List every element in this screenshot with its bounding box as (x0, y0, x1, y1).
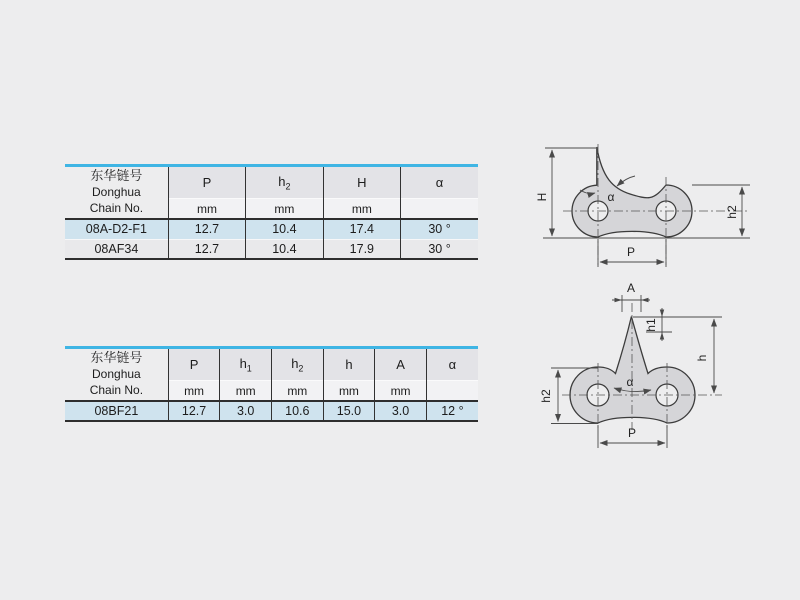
column-unit (426, 381, 478, 402)
column-unit: mm (220, 381, 272, 402)
column-header-subscript: 1 (246, 363, 252, 374)
column-header (401, 166, 478, 199)
column-unit: mm (375, 381, 427, 402)
chain-no-header-line: Chain No. (89, 200, 144, 215)
chain-no-header-line: 东华链号 (90, 168, 143, 184)
chain-no-header (65, 166, 168, 220)
chain-no-header-line: 东华链号 (90, 350, 143, 366)
column-header (375, 348, 427, 381)
chain-no-cell: 08A-D2-F1 (85, 222, 147, 237)
chain-plate-diagram-top (500, 100, 760, 290)
chain-plate-diagram-bottom (500, 278, 760, 468)
chain-no-header-line: Donghua (92, 185, 141, 200)
column-header-label: α (448, 357, 457, 372)
dimension-label-P: P (626, 245, 636, 259)
plate-outline (570, 317, 695, 424)
dimension-P (598, 425, 667, 448)
column-header-label: P (202, 175, 212, 190)
column-unit: mm (323, 199, 400, 220)
column-header-label: α (435, 175, 444, 190)
dimension-label-h: h (695, 354, 709, 362)
value-cell: 10.4 (246, 219, 323, 239)
value-cell: 12.7 (168, 401, 220, 421)
column-header (426, 348, 478, 381)
dimension-label-h2: h2 (539, 389, 553, 403)
value-cell: 30 ° (401, 219, 478, 239)
column-header-label: h (345, 357, 353, 372)
column-header (220, 348, 272, 381)
value-cell: 15.0 (323, 401, 375, 421)
spec-table-bottom (65, 346, 478, 422)
column-header (323, 348, 375, 381)
value-cell: 12.7 (168, 239, 245, 259)
column-header-label: h (239, 355, 247, 371)
column-unit: mm (246, 199, 323, 220)
chain-no-cell: 08AF34 (65, 239, 168, 259)
value-cell: 3.0 (375, 401, 427, 421)
column-header (323, 166, 400, 199)
column-unit: mm (272, 381, 324, 402)
value-cell: 12.7 (168, 219, 245, 239)
table-row (65, 401, 478, 421)
dimension-label-H: H (535, 192, 549, 202)
value-cell: 3.0 (220, 401, 272, 421)
value-cell: 30 ° (401, 239, 478, 259)
column-header-label: H (357, 175, 367, 190)
value-cell: 17.4 (323, 219, 400, 239)
column-header-label: h (291, 355, 299, 371)
column-header (246, 166, 323, 199)
dimension-h (695, 319, 714, 393)
dimension-label-h2: h2 (725, 205, 739, 219)
column-unit: mm (323, 381, 375, 402)
table-row (65, 219, 478, 239)
chain-no-header-line: Chain No. (89, 382, 144, 397)
spec-table-top (65, 164, 478, 260)
dimension-h2 (692, 185, 750, 236)
chain-no-header-line: Donghua (92, 367, 141, 382)
value-cell: 17.9 (323, 239, 400, 259)
dimension-label-h1: h1 (644, 318, 658, 332)
column-header (168, 348, 220, 381)
value-cell: 10.4 (246, 239, 323, 259)
column-header-subscript: 2 (285, 181, 291, 192)
column-header-label: h (278, 173, 286, 189)
column-header-subscript: 2 (298, 363, 304, 374)
column-unit: mm (168, 381, 220, 402)
plate-outline (572, 147, 692, 237)
angle-label-alpha: α (626, 375, 634, 389)
column-header-label: P (189, 357, 199, 372)
chain-no-header (65, 348, 168, 402)
column-header-label: A (396, 357, 405, 372)
dimension-label-A: A (626, 281, 636, 295)
table-row (65, 239, 478, 259)
dimension-label-P: P (627, 426, 637, 440)
angle-label-alpha: α (607, 190, 615, 204)
column-header (168, 166, 245, 199)
value-cell: 10.6 (272, 401, 324, 421)
dimension-h1 (633, 308, 722, 341)
column-unit: mm (168, 199, 245, 220)
column-header (272, 348, 324, 381)
chain-no-cell: 08BF21 (94, 404, 139, 418)
column-unit (401, 199, 478, 220)
dimension-P (598, 239, 666, 267)
value-cell: 12 ° (426, 401, 478, 421)
dimension-A (612, 281, 650, 312)
